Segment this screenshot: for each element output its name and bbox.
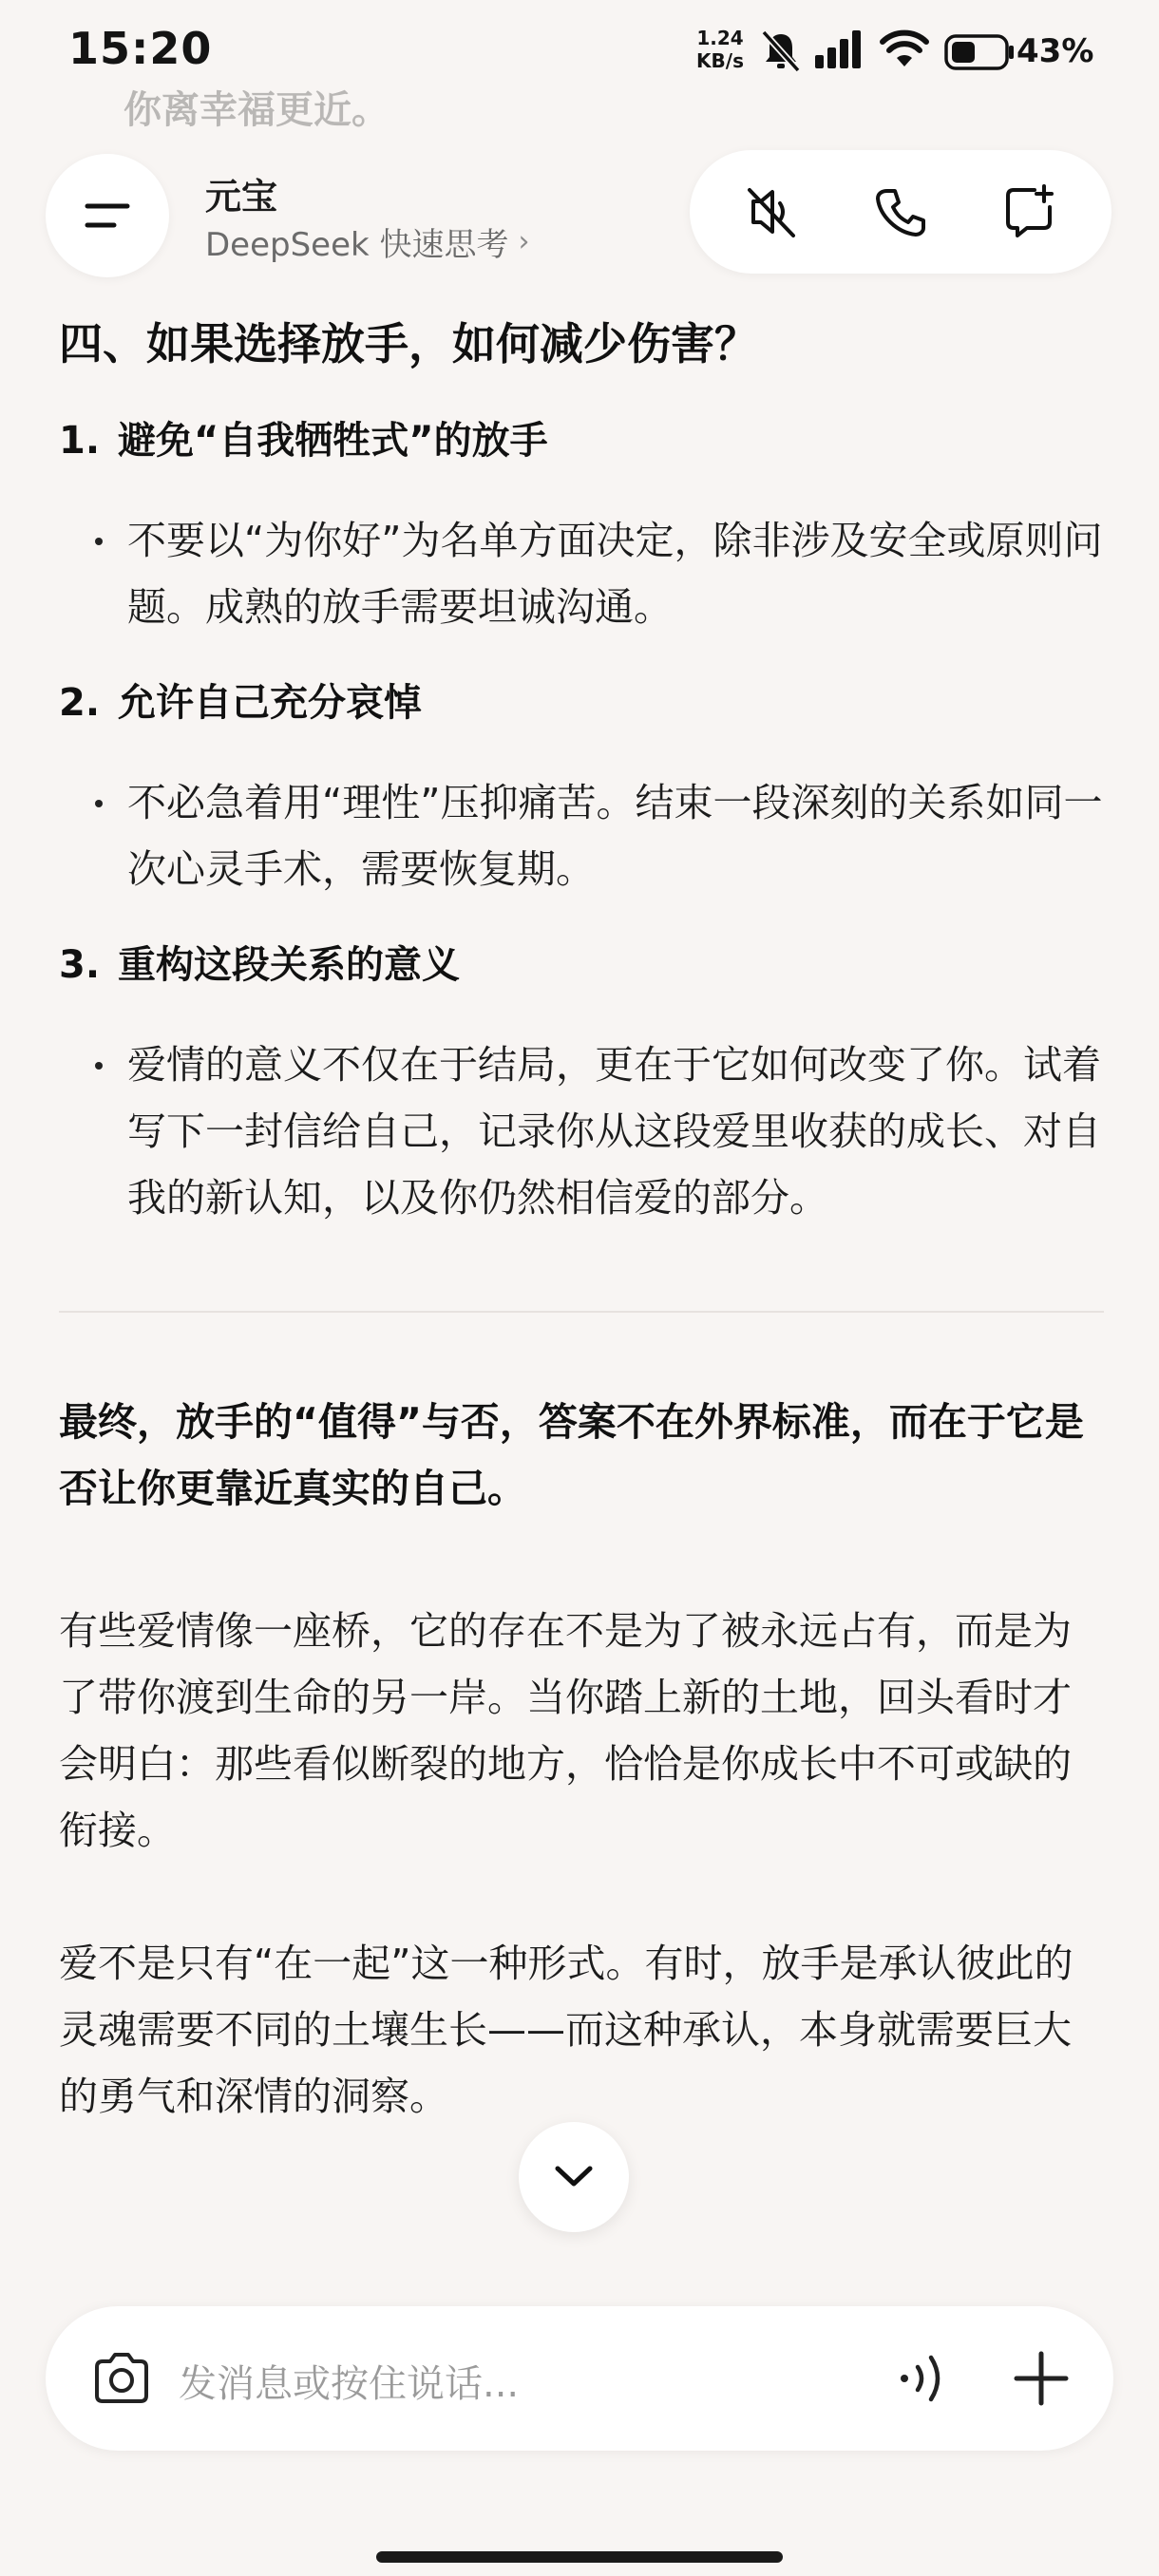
subsection-title: 1. 避免“自我牺牲式”的放手	[59, 419, 548, 463]
speaker-mute-icon	[742, 182, 801, 241]
plus-icon[interactable]	[1007, 2344, 1075, 2413]
mute-call-button[interactable]	[733, 174, 809, 250]
status-time: 15:20	[68, 23, 213, 74]
home-indicator[interactable]	[376, 2551, 783, 2563]
header-actions	[690, 150, 1112, 274]
camera-icon[interactable]	[89, 2346, 154, 2411]
menu-button[interactable]	[46, 154, 169, 277]
subsection-title: 2. 允许自己充分哀悼	[59, 681, 422, 725]
wifi-icon	[880, 28, 929, 70]
message-input-bar	[46, 2306, 1113, 2451]
divider	[59, 1311, 1104, 1313]
voice-call-button[interactable]	[863, 174, 939, 250]
paragraph: 爱不是只有“在一起”这一种形式。有时，放手是承认彼此的灵魂需要不同的土壤生长——而这种承认，本身就需要巨大的勇气和深情的洞察。	[59, 1941, 1074, 2119]
bullet-item: 不要以“为你好”为名单方面决定，除非涉及安全或原则问题。成熟的放手需要坦诚沟通。	[59, 507, 1104, 640]
battery-percent: 43%	[1016, 32, 1094, 70]
bell-mute-icon	[760, 28, 802, 74]
network-speed: 1.24 KB/s	[696, 27, 744, 72]
bullet-item: 不必急着用“理性”压抑痛苦。结束一段深刻的关系如同一次心灵手术，需要恢复期。	[59, 769, 1104, 902]
menu-icon	[84, 197, 131, 235]
model-selector[interactable]	[205, 218, 530, 265]
model-label: DeepSeek 快速思考	[205, 226, 509, 264]
conclusion-text: 最终，放手的“值得”与否，答案不在外界标准，而在于它是否让你更靠近真实的自己。	[59, 1399, 1084, 1511]
new-chat-icon	[1000, 182, 1059, 241]
scrolled-text-fragment: 你离幸福更近。	[124, 88, 390, 132]
scroll-to-bottom-button[interactable]	[519, 2122, 629, 2232]
battery-icon	[944, 34, 1015, 70]
signal-icon	[813, 28, 864, 70]
app-title: 元宝	[205, 176, 278, 218]
paragraph: 有些爱情像一座桥，它的存在不是为了被永远占有，而是为了带你渡到生命的另一岸。当你踏上新的土地，回头看时才会明白：那些看似断裂的地方，恰恰是你成长中不可或缺的衔接。	[59, 1608, 1072, 1853]
section-heading: 四、如果选择放手，如何减少伤害？	[59, 318, 758, 369]
bullet-item: 爱情的意义不仅在于结局，更在于它如何改变了你。试着写下一封信给自己，记录你从这段爱里收获的成长、对自我的新认知，以及你仍然相信爱的部分。	[59, 1032, 1104, 1231]
subsection-title: 3. 重构这段关系的意义	[59, 943, 460, 987]
message-content	[59, 313, 1104, 2130]
phone-icon	[872, 183, 929, 240]
chevron-right-icon: ›	[518, 225, 530, 258]
new-chat-button[interactable]	[992, 174, 1068, 250]
chevron-down-icon	[552, 2163, 596, 2191]
voice-wave-icon[interactable]	[891, 2344, 960, 2413]
status-bar	[0, 0, 1159, 104]
message-input[interactable]: 发消息或按住说话...	[179, 2362, 520, 2406]
